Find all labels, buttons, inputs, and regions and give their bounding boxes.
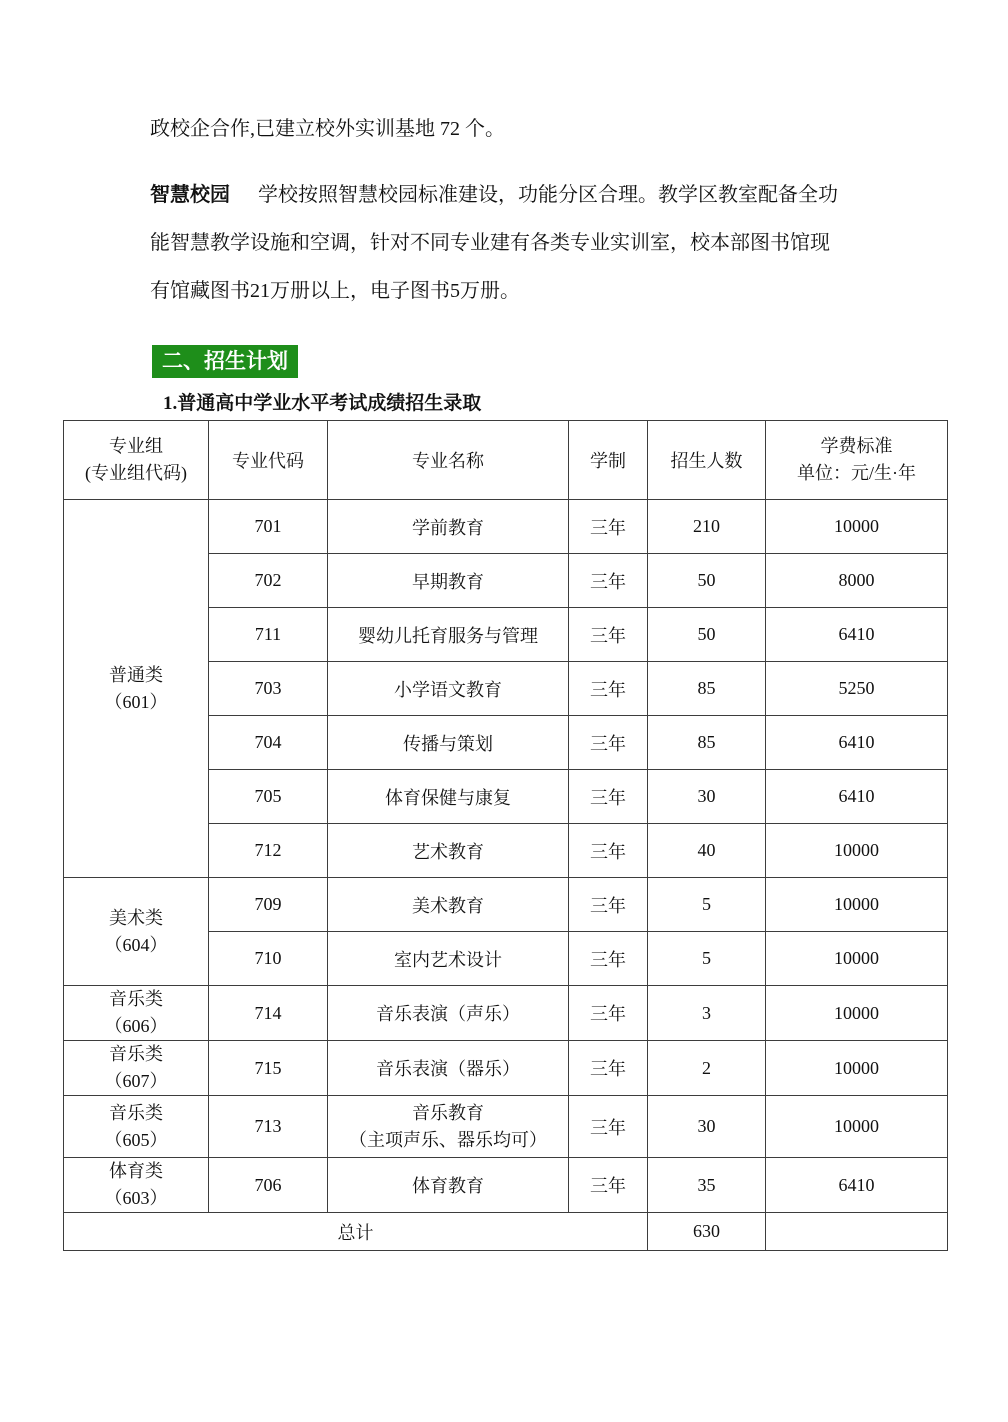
cell-count: 2 (648, 1041, 766, 1096)
cell-years: 三年 (569, 608, 648, 662)
cell-group (64, 1041, 209, 1096)
smart-campus-label: 智慧校园 (150, 184, 230, 206)
total-label: 总计 (64, 1213, 648, 1251)
cell-code: 701 (209, 500, 328, 554)
col-header-count: 招生人数 (648, 421, 766, 500)
cell-years: 三年 (569, 716, 648, 770)
smart-campus-text-3: 有馆藏图书21万册以上，电子图书5万册。 (150, 280, 520, 302)
col-header-fee-line1: 学费标准 (820, 436, 893, 456)
cell-years: 三年 (569, 770, 648, 824)
group-code: （603） (104, 1188, 168, 1208)
group-name: 音乐类 (109, 1102, 163, 1123)
cell-major: 早期教育 (328, 554, 569, 608)
cell-years: 三年 (569, 554, 648, 608)
cell-code: 711 (209, 608, 328, 662)
major-line1: 音乐教育 (412, 1102, 484, 1123)
smart-campus-line-3 (150, 267, 862, 315)
cell-count: 40 (648, 824, 766, 878)
smart-campus-text-1: 学校按照智慧校园标准建设，功能分区合理。教学区教室配备全功 (258, 184, 838, 206)
group-code: （606） (104, 1016, 168, 1036)
total-fee (766, 1213, 948, 1251)
cell-count: 35 (648, 1158, 766, 1213)
cell-group (64, 1096, 209, 1158)
cell-major: 音乐表演（声乐） (328, 986, 569, 1041)
cell-group (64, 1158, 209, 1213)
group-code: （604） (104, 934, 168, 955)
cell-group (64, 986, 209, 1041)
cell-major: 室内艺术设计 (328, 932, 569, 986)
cell-major: 婴幼儿托育服务与管理 (328, 608, 569, 662)
section-subtitle: 1.普通高中学业水平考试成绩招生录取 (163, 393, 482, 414)
cell-major: 学前教育 (328, 500, 569, 554)
smart-campus-text-2: 能智慧教学设施和空调，针对不同专业建有各类专业实训室，校本部图书馆现 (150, 232, 830, 254)
smart-campus-line-2 (150, 219, 862, 267)
table-header-row (64, 421, 948, 500)
paragraph-gap (0, 153, 1008, 171)
cell-fee: 6410 (766, 608, 948, 662)
cell-years: 三年 (569, 1096, 648, 1158)
group-code: （601） (104, 691, 168, 712)
cell-major: 艺术教育 (328, 824, 569, 878)
total-count: 630 (648, 1213, 766, 1251)
cell-major: 小学语文教育 (328, 662, 569, 716)
cell-count: 50 (648, 554, 766, 608)
cell-fee: 10000 (766, 932, 948, 986)
total-row (64, 1213, 948, 1251)
cell-code: 715 (209, 1041, 328, 1096)
col-header-fee (766, 421, 948, 500)
cell-fee: 5250 (766, 662, 948, 716)
col-header-fee-line2: 单位：元/生·年 (797, 463, 916, 483)
cell-group (64, 500, 209, 878)
cell-fee: 6410 (766, 716, 948, 770)
cell-count: 30 (648, 770, 766, 824)
section-heading: 二、招生计划 (152, 345, 298, 378)
cell-count: 5 (648, 878, 766, 932)
cell-fee: 10000 (766, 500, 948, 554)
cell-code: 704 (209, 716, 328, 770)
table-row (64, 500, 948, 554)
cell-count: 85 (648, 716, 766, 770)
cell-code: 703 (209, 662, 328, 716)
group-name: 普通类 (109, 664, 163, 685)
cell-code: 713 (209, 1096, 328, 1158)
cell-fee: 10000 (766, 824, 948, 878)
col-header-group (64, 421, 209, 500)
col-header-years: 学制 (569, 421, 648, 500)
cell-fee: 10000 (766, 878, 948, 932)
table-row (64, 1041, 948, 1096)
cell-fee: 10000 (766, 1096, 948, 1158)
cell-code: 712 (209, 824, 328, 878)
cell-years: 三年 (569, 1041, 648, 1096)
cell-count: 210 (648, 500, 766, 554)
table-row (64, 1096, 948, 1158)
group-name: 美术类 (109, 907, 163, 928)
cell-fee: 6410 (766, 1158, 948, 1213)
cell-count: 5 (648, 932, 766, 986)
cell-major: 美术教育 (328, 878, 569, 932)
cell-code: 702 (209, 554, 328, 608)
table-row (64, 1158, 948, 1213)
cell-group (64, 878, 209, 986)
cell-fee: 6410 (766, 770, 948, 824)
cell-count: 30 (648, 1096, 766, 1158)
cell-years: 三年 (569, 1158, 648, 1213)
col-header-major: 专业名称 (328, 421, 569, 500)
cell-count: 3 (648, 986, 766, 1041)
col-header-group-line2: (专业组代码) (85, 463, 187, 483)
group-name: 体育类 (109, 1161, 163, 1181)
major-line2: （主项声乐、器乐均可） (349, 1129, 547, 1150)
group-name: 音乐类 (109, 1044, 163, 1064)
cell-count: 85 (648, 662, 766, 716)
table-row (64, 878, 948, 932)
cell-years: 三年 (569, 662, 648, 716)
cell-major: 音乐表演（器乐） (328, 1041, 569, 1096)
cell-code: 714 (209, 986, 328, 1041)
smart-campus-line-1 (150, 171, 862, 219)
cell-major: 传播与策划 (328, 716, 569, 770)
group-code: （607） (104, 1071, 168, 1091)
admission-plan-table (63, 420, 948, 1251)
table-row (64, 986, 948, 1041)
cell-code: 709 (209, 878, 328, 932)
cell-years: 三年 (569, 986, 648, 1041)
cell-fee: 10000 (766, 986, 948, 1041)
cell-code: 706 (209, 1158, 328, 1213)
cell-years: 三年 (569, 500, 648, 554)
intro-line-text: 政校企合作,已建立校外实训基地 72 个。 (150, 118, 505, 140)
cell-major (328, 1096, 569, 1158)
cell-years: 三年 (569, 824, 648, 878)
col-header-group-line1: 专业组 (109, 436, 163, 456)
cell-years: 三年 (569, 878, 648, 932)
cell-code: 705 (209, 770, 328, 824)
cell-count: 50 (648, 608, 766, 662)
col-header-code: 专业代码 (209, 421, 328, 500)
cell-major: 体育保健与康复 (328, 770, 569, 824)
cell-years: 三年 (569, 932, 648, 986)
cell-major: 体育教育 (328, 1158, 569, 1213)
cell-code: 710 (209, 932, 328, 986)
group-code: （605） (104, 1129, 168, 1150)
group-name: 音乐类 (109, 989, 163, 1009)
cell-fee: 8000 (766, 554, 948, 608)
cell-fee: 10000 (766, 1041, 948, 1096)
intro-paragraph (150, 0, 862, 153)
